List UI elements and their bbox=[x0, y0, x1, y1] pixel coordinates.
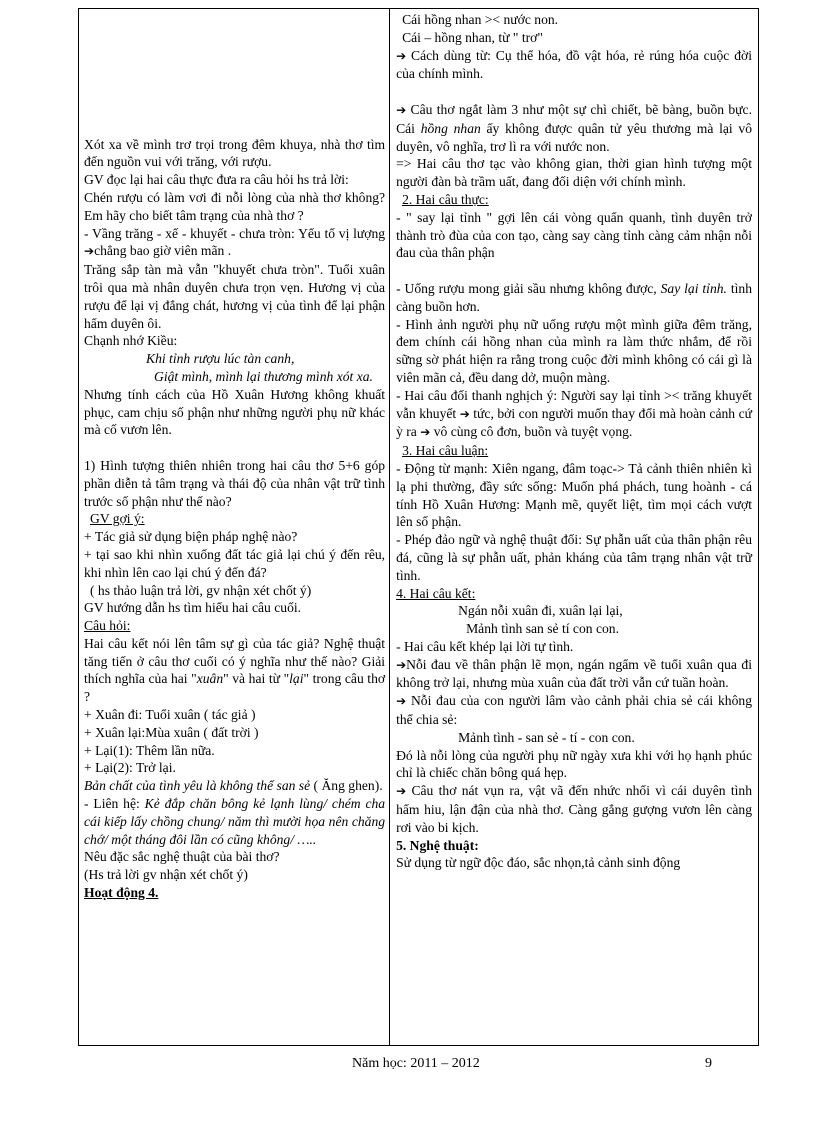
section-heading: 5. Nghệ thuật: bbox=[396, 837, 479, 853]
left-paragraph: + Xuân lại:Mùa xuân ( đất trời ) bbox=[84, 724, 259, 740]
right-paragraph: - Động từ mạnh: Xiên ngang, đâm toạc-> Tả cảnh thiên nhiên kì lạ phi thường, đầy sức sống: Muốn phá phách, tung hoành - cá tính Hồ Xuân Hương: Mạnh mẽ, quyết liệt, tìm mọi cách vượt lên số phận. bbox=[396, 460, 752, 530]
arrow-right-icon: ➔ bbox=[459, 406, 470, 421]
activity-heading: Hoạt động 4. bbox=[84, 885, 159, 901]
right-paragraph: - Phép đảo ngữ và nghệ thuật đối: Sự phẫn uất của thân phận rêu đá, cũng là sự phẫn uất, phản kháng của tâm trạng nhân vật trữ tình. bbox=[396, 532, 752, 583]
left-paragraph: - Vầng trăng - xế - khuyết - chưa tròn: Yếu tố vị lượng ➔chẳng bao giờ viên mãn . bbox=[84, 225, 386, 259]
arrow-right-icon: ➔ bbox=[396, 784, 407, 799]
poem-line: Giật mình, mình lại thương mình xót xa. bbox=[154, 368, 373, 384]
right-paragraph: ➔ Cách dùng từ: Cụ thể hóa, đồ vật hóa, rẻ rúng hóa cuộc đời của chính mình. bbox=[396, 47, 752, 82]
right-paragraph: - Hình ảnh người phụ nữ uống rượu một mình giữa đêm trăng, đem chính cái hồng nhan của mình ra làm thức nhắm, để rồi sững sờ phát hiện ra rằng trong cuộc đời mình không có cái gì là viên mãn cả, đều dang dở, muộn màng. bbox=[396, 316, 752, 385]
left-paragraph: Trăng sắp tàn mà vẫn "khuyết chưa tròn". Tuổi xuân trôi qua mà nhân duyên chưa trọn vẹn. Hương vị của rượu để lại vị đắng chát, hương vị của tình để lại phận hẩm duyên ôi. bbox=[84, 262, 386, 331]
left-paragraph: Xót xa về mình trơ trọi trong đêm khuya, nhà thơ tìm đến nguồn vui với trăng, với rượu. bbox=[84, 136, 386, 170]
school-year: Năm học: 2011 – 2012 bbox=[352, 1056, 480, 1071]
right-paragraph: ➔ Nỗi đau của con người lâm vào cảnh phải chia sẻ cái không thể chia sẻ: bbox=[396, 693, 752, 728]
right-paragraph: Cái – hồng nhan, từ " trơ" bbox=[402, 29, 543, 45]
left-paragraph: + Lại(2): Trở lại. bbox=[84, 760, 176, 776]
right-paragraph: - Hai câu đối thanh nghịch ý: Người say lại tỉnh >< trăng khuyết vẫn khuyết ➔ tức, bởi con người muốn thay đổi mà hoàn cảnh cứ ỳ ra ➔ vô cùng cô đơn, buồn và tuyệt vọng. bbox=[396, 387, 752, 440]
left-paragraph: + tại sao khi nhìn xuống đất tác giả lại chú ý đến rêu, khi nhìn lên cao lại chú ý đến đá? bbox=[84, 546, 386, 580]
lesson-table bbox=[78, 8, 759, 1046]
right-paragraph: ➔ Câu thơ ngắt làm 3 như một sự chì chiết, bẽ bàng, buồn bực. Cái hồng nhan ấy không được quân tử yêu thương mà lại vô duyên, vô nghĩa, trơ lì ra với nước non. bbox=[396, 101, 752, 154]
section-heading: 2. Hai câu thực: bbox=[402, 191, 489, 207]
left-paragraph: ( hs thảo luận trả lời, gv nhận xét chốt ý) bbox=[90, 582, 312, 598]
left-paragraph: Chạnh nhớ Kiều: bbox=[84, 333, 178, 349]
left-paragraph: GV đọc lại hai câu thực đưa ra câu hỏi hs trả lời: bbox=[84, 172, 349, 188]
question-paragraph: Hai câu kết nói lên tâm sự gì của tác giả? Nghệ thuật tăng tiến ở câu thơ cuối có ý nghĩa như thế nào? Giải thích nghĩa của hai "xuân" và hai từ "lại" trong câu thơ ? bbox=[84, 635, 386, 705]
right-paragraph: - " say lại tỉnh " gợi lên cái vòng quẩn quanh, tình duyên trở thành trò đùa của con tạo, càng say càng tỉnh càng cảm nhận nỗi đau của thân phận bbox=[396, 209, 752, 261]
right-paragraph: Sử dụng từ ngữ độc đáo, sắc nhọn,tả cảnh sinh động bbox=[396, 855, 681, 871]
arrow-right-icon: ➔ bbox=[84, 244, 95, 259]
poem-line: Mảnh tình - san sẻ - tí - con con. bbox=[458, 729, 635, 745]
arrow-right-icon: ➔ bbox=[396, 48, 407, 63]
left-paragraph: + Lại(1): Thêm lần nữa. bbox=[84, 742, 215, 758]
right-paragraph: ➔Nỗi đau về thân phận lẽ mọn, ngán ngẩm về tuổi xuân qua đi không trở lại, nhưng mùa xuân của đất trời vẫn cứ tuần hoàn. bbox=[396, 656, 752, 691]
section-heading: 4. Hai câu kết: bbox=[396, 585, 476, 601]
section-heading: 3. Hai câu luận: bbox=[402, 443, 489, 459]
right-paragraph: - Uống rượu mong giải sầu nhưng không được, Say lại tỉnh. tình càng buồn hơn. bbox=[396, 280, 753, 314]
poem-line: Khi tỉnh rượu lúc tàn canh, bbox=[146, 351, 295, 367]
section-label: Câu hỏi: bbox=[84, 618, 131, 634]
question-paragraph: 1) Hình tượng thiên nhiên trong hai câu thơ 5+6 góp phần diễn tả tâm trạng và thái độ của nhân vật trữ tình trước số phận như thế nào? bbox=[84, 457, 386, 509]
poem-line: Mảnh tình san sẻ tí con con. bbox=[466, 621, 619, 637]
section-label: GV gợi ý: bbox=[90, 511, 145, 527]
left-paragraph: Nêu đặc sắc nghệ thuật của bài thơ? bbox=[84, 849, 280, 865]
left-paragraph: GV hướng dẫn hs tìm hiểu hai câu cuối. bbox=[84, 600, 302, 616]
left-paragraph: + Xuân đi: Tuổi xuân ( tác giả ) bbox=[84, 707, 256, 723]
left-paragraph: - Liên hệ: Kẻ đắp chăn bông kẻ lạnh lùng/ chém cha cái kiếp lấy chồng chung/ năm thì mười họa nên chăng chớ/ một tháng đôi lần có cũng không/ ….. bbox=[84, 796, 386, 847]
right-column bbox=[390, 9, 758, 1045]
right-paragraph: Đó là nỗi lòng của người phụ nữ ngày xưa khi với họ hạnh phúc chỉ là chiếc chăn bông quá hẹp. bbox=[396, 747, 752, 781]
arrow-right-icon: ➔ bbox=[396, 102, 407, 117]
arrow-right-icon: ➔ bbox=[396, 657, 407, 672]
left-paragraph: Bản chất của tình yêu là không thể san sẻ ( Ăng ghen). bbox=[84, 778, 383, 794]
right-paragraph: Cái hồng nhan >< nước non. bbox=[402, 12, 559, 27]
arrow-right-icon: ➔ bbox=[420, 425, 431, 440]
left-paragraph: + Tác giả sử dụng biện pháp nghệ nào? bbox=[84, 529, 298, 545]
arrow-right-icon: ➔ bbox=[396, 694, 407, 709]
page-number: 9 bbox=[705, 1056, 712, 1071]
right-paragraph: ➔ Câu thơ nát vụn ra, vật vã đến nhức nhối vì cái duyên tình hẩm hiu, lận đận của nhà thơ. Càng gắng gượng vươn lên càng rơi vào bi kịch. bbox=[396, 783, 752, 835]
right-paragraph: => Hai câu thơ tạc vào không gian, thời gian hình tượng một người đàn bà trầm uất, đang đối diện với chính mình. bbox=[396, 156, 752, 190]
left-column bbox=[79, 9, 390, 1045]
left-paragraph: Chén rượu có làm vơi đi nỗi lòng của nhà thơ không? Em hãy cho biết tâm trạng của nhà thơ ? bbox=[84, 189, 386, 223]
left-paragraph: Nhưng tính cách của Hồ Xuân Hương không khuất phục, cam chịu số phận như những người phụ nữ khác mà cố vươn lên. bbox=[84, 386, 386, 438]
left-paragraph: (Hs trả lời gv nhận xét chốt ý) bbox=[84, 867, 248, 883]
poem-line: Ngán nỗi xuân đi, xuân lại lại, bbox=[458, 603, 623, 619]
right-paragraph: - Hai câu kết khép lại lời tự tình. bbox=[396, 638, 574, 654]
